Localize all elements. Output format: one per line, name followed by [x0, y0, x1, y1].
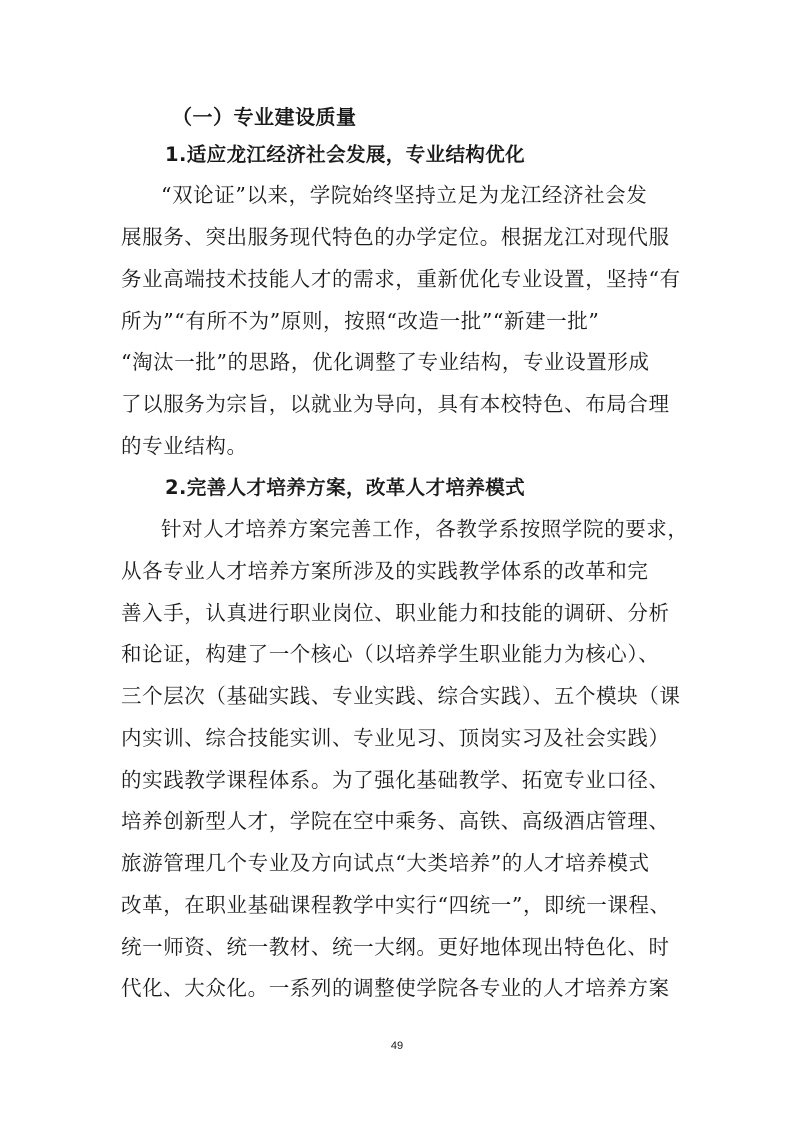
paragraph-2-line-12: 代化、大众化。一系列的调整使学院各专业的人才培养方案 [121, 976, 670, 1000]
paragraph-2-line-6: 内实训、综合技能实训、专业见习、顶岗实习及社会实践） [121, 726, 670, 750]
paragraph-1-line-3: 务业高端技术技能人才的需求，重新优化专业设置，坚持“有 [121, 267, 681, 291]
paragraph-2-line-10: 改革，在职业基础课程教学中实行“四统一”，即统一课程、 [121, 893, 671, 917]
paragraph-1-line-6: 了以服务为宗旨，以就业为导向，具有本校特色、布局合理 [121, 392, 670, 416]
paragraph-2-line-4: 和论证，构建了一个核心（以培养学生职业能力为核心）、 [121, 642, 660, 666]
subsection-2-title: 2.完善人才培养方案，改革人才培养模式 [165, 476, 526, 499]
subsection-1-title: 1.适应龙江经济社会发展，专业结构优化 [165, 143, 526, 166]
paragraph-1-line-1: “双论证”以来，学院始终坚持立足为龙江经济社会发 [161, 183, 648, 207]
paragraph-2-line-1: 针对人才培养方案完善工作，各教学系按照学院的要求， [161, 517, 689, 541]
section-heading: （一）专业建设质量 [172, 105, 357, 129]
page-number: 49 [390, 1040, 404, 1052]
paragraph-1-line-5: “淘汰一批”的思路，优化调整了专业结构，专业设置形成 [121, 350, 650, 374]
paragraph-2-line-8: 培养创新型人才，学院在空中乘务、高铁、高级酒店管理、 [121, 809, 670, 833]
paragraph-1-line-7: 的专业结构。 [121, 434, 248, 458]
paragraph-2-line-7: 的实践教学课程体系。为了强化基础教学、拓宽专业口径、 [121, 768, 670, 792]
paragraph-2-line-11: 统一师资、统一教材、统一大纲。更好地体现出特色化、时 [121, 935, 670, 959]
paragraph-1-line-4: 所为”“有所不为”原则，按照“改造一批”“新建一批” [121, 309, 600, 333]
paragraph-2-line-3: 善入手，认真进行职业岗位、职业能力和技能的调研、分析 [121, 601, 670, 625]
paragraph-2-line-9: 旅游管理几个专业及方向试点“大类培养”的人才培养模式 [121, 851, 650, 875]
paragraph-2-line-5: 三个层次（基础实践、专业实践、综合实践）、五个模块（课 [121, 684, 681, 708]
paragraph-2-line-2: 从各专业人才培养方案所涉及的实践教学体系的改革和完 [121, 559, 649, 583]
paragraph-1-line-2: 展服务、突出服务现代特色的办学定位。根据龙江对现代服 [121, 225, 670, 249]
